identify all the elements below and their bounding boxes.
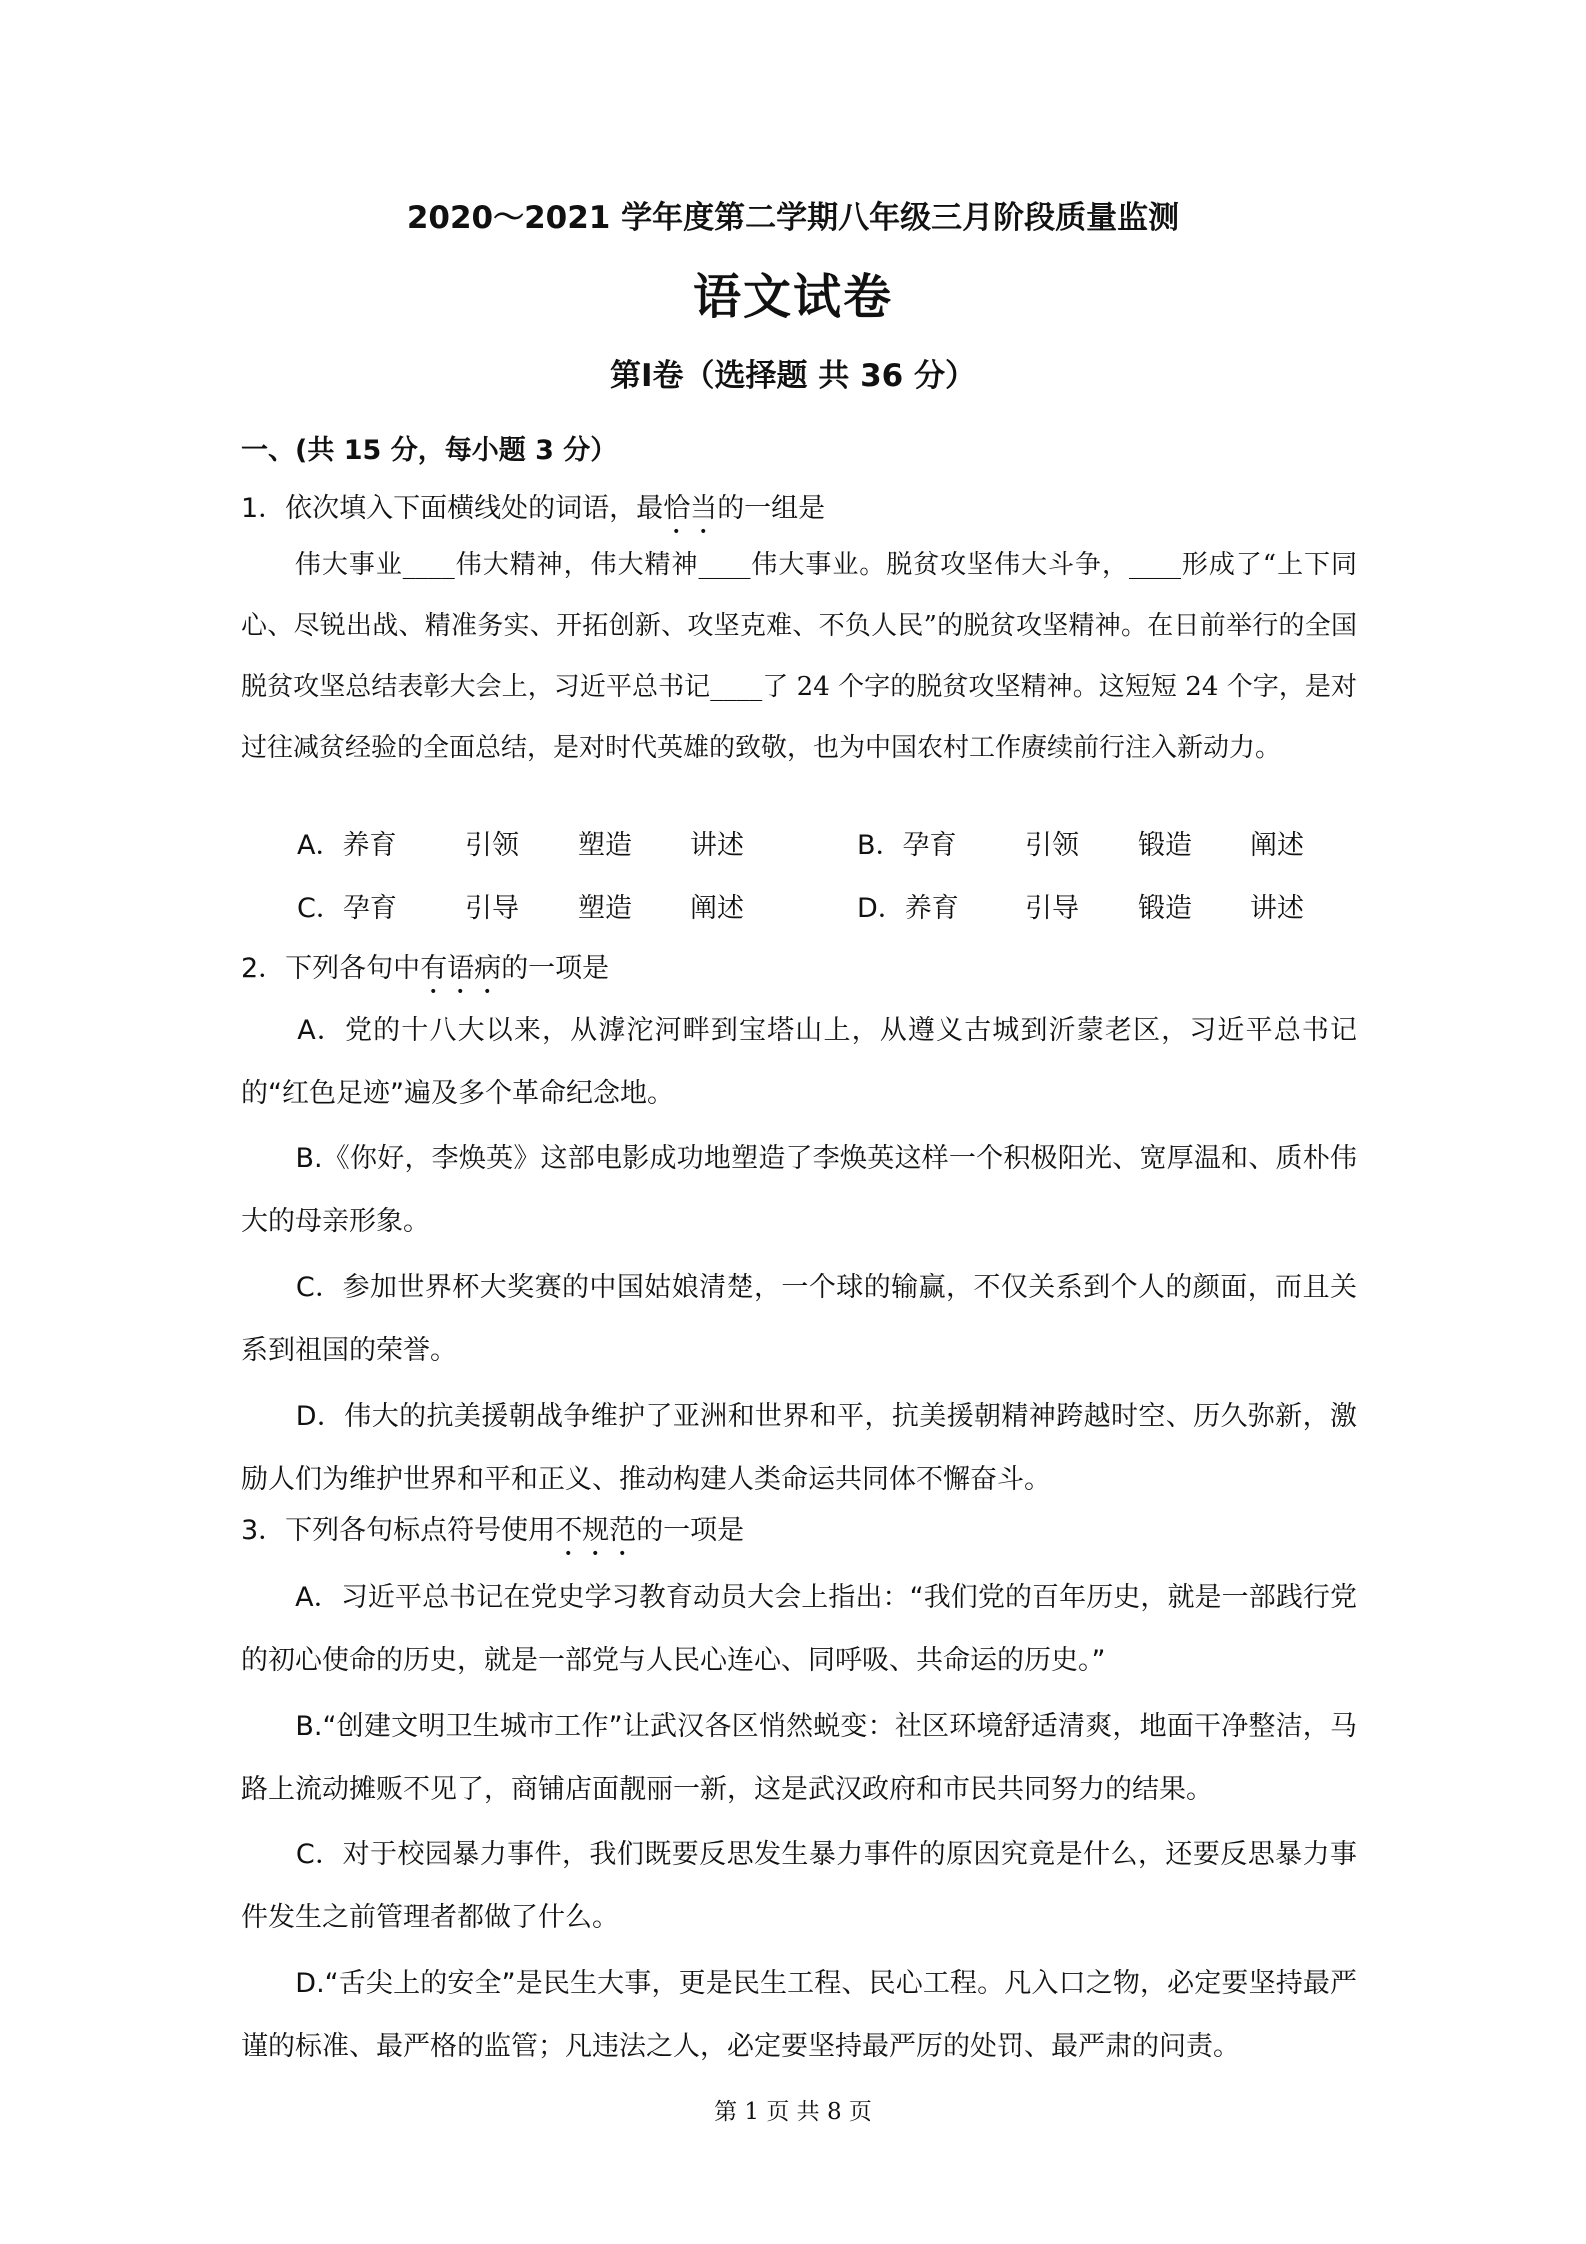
question-3-option-b: B.“创建文明卫生城市工作”让武汉各区悄然蜕变：社区环境舒适清爽，地面干净整洁，马路上流动摊贩不见了，商铺店面靓丽一新，这是武汉政府和市民共同努力的结果。 [241, 1711, 1357, 1805]
option-word: 阐述 [690, 893, 744, 924]
emphasis-dotted-text: 不规范 [555, 1515, 637, 1546]
option-word: 讲述 [690, 830, 744, 861]
question-3-option-a: A．习近平总书记在党史学习教育动员大会上指出：“我们党的百年历史，就是一部践行党的初心使命的历史，就是一部党与人民心连心、同呼吸、共命运的历史。” [241, 1582, 1357, 1676]
page-number: 第 1 页 共 8 页 [714, 2099, 872, 2125]
option-word: 引领 [465, 830, 519, 861]
option-word: 引导 [1025, 893, 1079, 924]
emphasis-dotted-text: 有语病 [420, 953, 502, 984]
question-2-option-a: A．党的十八大以来，从滹沱河畔到宝塔山上，从遵义古城到沂蒙老区，习近平总书记的“红色足迹”遍及多个革命纪念地。 [241, 1015, 1357, 1109]
question-3-option-c: C．对于校园暴力事件，我们既要反思发生暴力事件的原因究竟是什么，还要反思暴力事件发生之前管理者都做了什么。 [241, 1839, 1357, 1933]
stem-text: 的一项是 [501, 953, 610, 984]
question-2-option-d: D．伟大的抗美援朝战争维护了亚洲和世界和平，抗美援朝精神跨越时空、历久弥新，激励人们为维护世界和平和正义、推动构建人类命运共同体不懈奋斗。 [241, 1401, 1357, 1495]
stem-text: 的一项是 [636, 1515, 745, 1546]
option-label: D．养育 [857, 893, 959, 924]
option-word: 锻造 [1138, 830, 1192, 861]
question-3-option-d: D.“舌尖上的安全”是民生大事，更是民生工程、民心工程。凡入口之物，必定要坚持最严谨的标准、最严格的监管；凡违法之人，必定要坚持最严厉的处罚、最严肃的问责。 [241, 1968, 1357, 2062]
option-word: 锻造 [1138, 893, 1192, 924]
stem-text: 3．下列各句标点符号使用 [241, 1515, 556, 1546]
option-word: 讲述 [1250, 893, 1304, 924]
exam-header-line: 2020～2021 学年度第二学期八年级三月阶段质量监测 [406, 200, 1180, 236]
question-1-passage: 伟大事业____伟大精神，伟大精神____伟大事业。脱贫攻坚伟大斗争，____形成了“上下同心、尽锐出战、精准务实、开拓创新、攻坚克难、不负人民”的脱贫攻坚精神。在日前举行的全国脱贫攻坚总结表彰大会上，习近平总书记____了 24 个字的脱贫攻坚精神。这短短 24 个字，是对过往减贫经验的全面总结，是对时代英雄的致敬，也为中国农村工作赓续前行注入新动力。 [241, 550, 1357, 763]
question-2-option-c: C．参加世界杯大奖赛的中国姑娘清楚，一个球的输赢，不仅关系到个人的颜面，而且关系到祖国的荣誉。 [241, 1272, 1357, 1366]
option-word: 塑造 [578, 893, 632, 924]
question-1-stem [241, 486, 825, 540]
volume-title: 第Ⅰ卷（选择题 共 36 分） [609, 358, 977, 394]
emphasis-dotted-text: 恰当 [663, 493, 718, 524]
section-heading: 一、(共 15 分，每小题 3 分） [241, 435, 618, 466]
question-2-stem [241, 946, 609, 1000]
option-label: B．孕育 [857, 830, 957, 861]
option-word: 塑造 [578, 830, 632, 861]
option-label: A．养育 [297, 830, 397, 861]
exam-title: 语文试卷 [692, 269, 893, 325]
question-2-option-b: B.《你好，李焕英》这部电影成功地塑造了李焕英这样一个积极阳光、宽厚温和、质朴伟大的母亲形象。 [241, 1143, 1357, 1237]
option-label: C．孕育 [297, 893, 397, 924]
stem-text: 2．下列各句中 [241, 953, 421, 984]
option-word: 引导 [465, 893, 519, 924]
option-word: 引领 [1025, 830, 1079, 861]
option-word: 阐述 [1250, 830, 1304, 861]
stem-text: 的一组是 [717, 493, 826, 524]
stem-text: 1．依次填入下面横线处的词语，最 [241, 493, 664, 524]
question-3-stem [241, 1508, 744, 1562]
